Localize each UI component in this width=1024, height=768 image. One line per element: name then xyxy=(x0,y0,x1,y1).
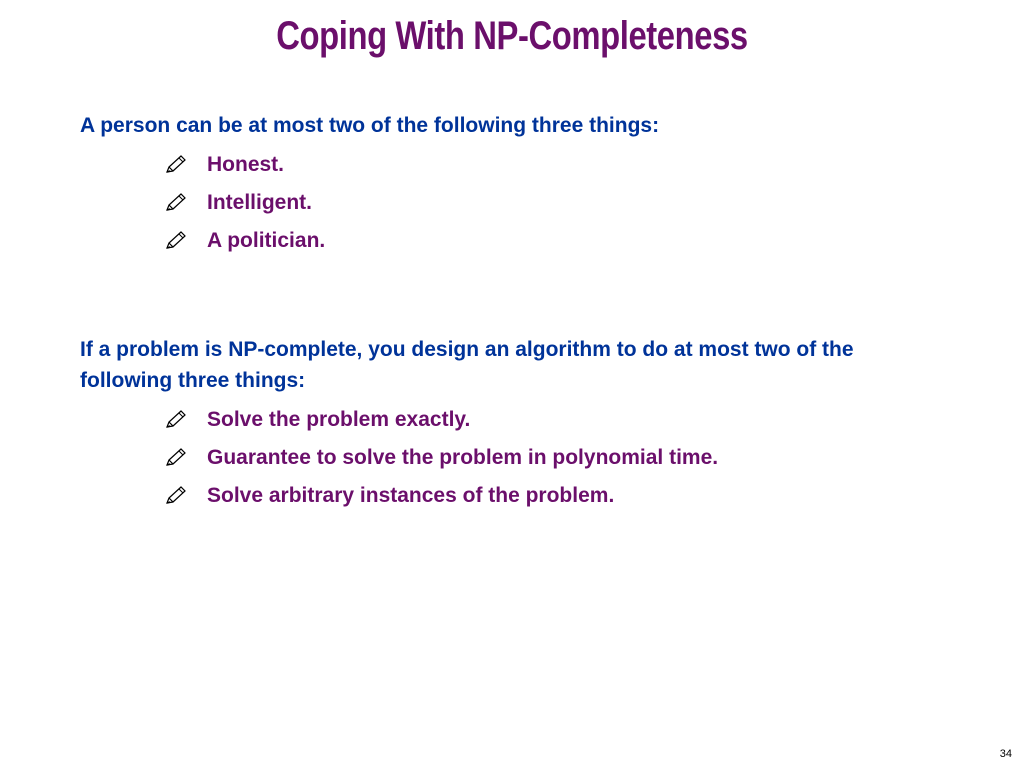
pencil-icon xyxy=(164,409,188,429)
bullet-list xyxy=(80,145,940,259)
bullet-item xyxy=(164,400,940,438)
bullet-text: Solve the problem exactly. xyxy=(207,407,471,431)
section-lead: A person can be at most two of the following three things: xyxy=(80,114,660,137)
bullet-text: Guarantee to solve the problem in polynomial time. xyxy=(207,445,719,469)
bullet-list xyxy=(80,400,940,514)
bullet-text: Intelligent. xyxy=(207,190,312,214)
bullet-text: Solve arbitrary instances of the problem. xyxy=(207,483,615,507)
section-honesty xyxy=(80,110,940,259)
bullet-item xyxy=(164,221,940,259)
page-number: 34 xyxy=(999,748,1012,760)
bullet-text: Honest. xyxy=(207,152,285,176)
pencil-icon xyxy=(164,192,188,212)
bullet-text: A politician. xyxy=(207,228,326,252)
section-np-complete xyxy=(80,334,940,514)
bullet-item xyxy=(164,145,940,183)
pencil-icon xyxy=(164,485,188,505)
bullet-item xyxy=(164,476,940,514)
bullet-item xyxy=(164,438,940,476)
bullet-item xyxy=(164,183,940,221)
pencil-icon xyxy=(164,447,188,467)
pencil-icon xyxy=(164,154,188,174)
pencil-icon xyxy=(164,230,188,250)
section-lead: If a problem is NP-complete, you design an algorithm to do at most two of the following three things: xyxy=(80,338,854,392)
slide-title: Coping With NP-Completeness xyxy=(276,14,748,58)
